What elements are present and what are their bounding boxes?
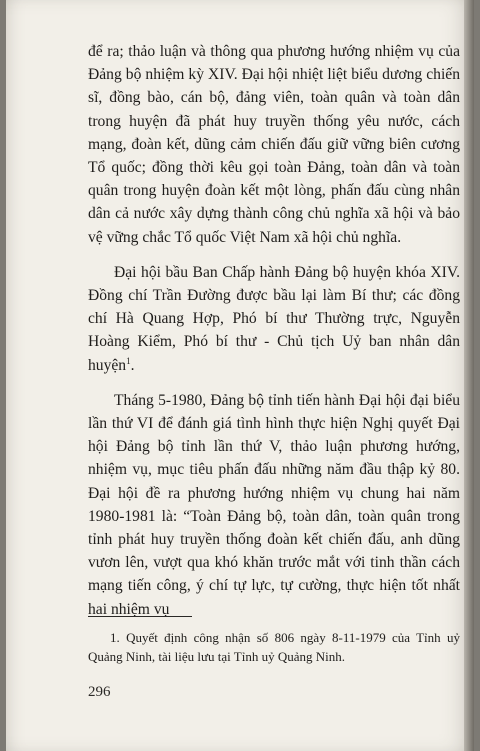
paragraph-3: Tháng 5-1980, Đảng bộ tỉnh tiến hành Đại hội đại biểu lần thứ VI để đánh giá tình hình thực hiện Nghị quyết Đại hội Đảng bộ tỉnh lần thứ V, thảo luận phương hướng, nhiệm vụ, mục tiêu phấn đấu những năm đầu thập kỷ 80. Đại hội đề ra phương hướng nhiệm vụ chung hai năm 1980-1981 là: “Toàn Đảng bộ, toàn dân, toàn quân trong tỉnh phát huy truyền thống đoàn kết chiến đấu, anh dũng vươn lên, vượt qua khó khăn trước mắt với tinh thần cách mạng tiến công, ý chí tự lực, tự cường, thực hiện tốt nhất hai nhiệm vụ [88, 391, 460, 618]
book-page [6, 0, 474, 751]
paragraph-2-end: . [130, 356, 135, 374]
paragraph-2-text: Đại hội bầu Ban Chấp hành Đảng bộ huyện khóa XIV. Đồng chí Trần Đường được bầu lại làm Bí thư; các đồng chí Hà Quang Hợp, Phó bí thư Thường trực, Nguyễn Hoàng Kiểm, Phó bí thư - Chủ tịch Uỷ ban nhân dân huyện [88, 263, 460, 374]
footnote-divider [88, 616, 192, 617]
paragraph-2 [88, 261, 460, 377]
page-edge-shadow [464, 0, 474, 751]
footnote-marker: 1 [126, 355, 131, 366]
body-text [88, 40, 460, 633]
footnote [88, 628, 460, 666]
page-number: 296 [88, 684, 111, 700]
paragraph-1: để ra; thảo luận và thông qua phương hướng nhiệm vụ của Đảng bộ nhiệm kỳ XIV. Đại hội nhiệt liệt biểu dương chiến sĩ, đồng bào, cán bộ, đảng viên, toàn quân và toàn dân trong huyện đã phát huy truyền thống yêu nước, cách mạng, đoàn kết, dũng cảm chiến đấu giữ vững biên cương Tổ quốc; đồng thời kêu gọi toàn Đảng, toàn dân và toàn quân trong huyện đoàn kết một lòng, phấn đấu cùng nhân dân cả nước xây dựng thành công chủ nghĩa xã hội và bảo vệ vững chắc Tổ quốc Việt Nam xã hội chủ nghĩa. [88, 43, 460, 246]
footnote-text: 1. Quyết định công nhận số 806 ngày 8-11-1979 của Tỉnh uỷ Quảng Ninh, tài liệu lưu tại Tỉnh uỷ Quảng Ninh. [88, 630, 460, 664]
